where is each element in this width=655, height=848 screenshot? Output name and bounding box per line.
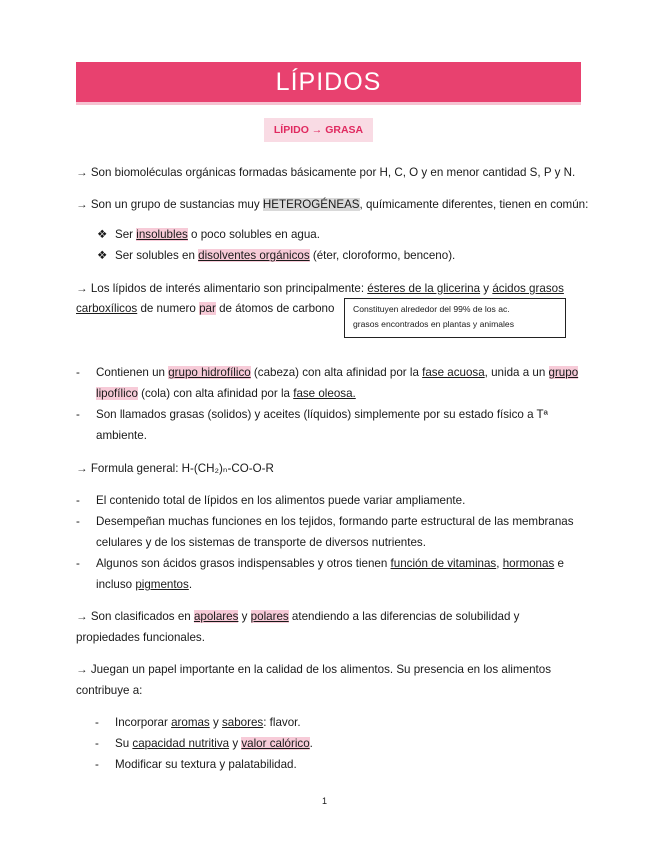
text: → Son clasificados en xyxy=(76,610,194,623)
paragraph-hydrophilic-line2 xyxy=(96,386,356,402)
text: → Los lípidos de interés alimentario son principalmente: xyxy=(76,282,368,295)
paragraph-classification-line1 xyxy=(76,609,519,625)
highlight-valor-calorico: valor calórico xyxy=(241,737,310,750)
paragraph-indispensable-line1 xyxy=(96,556,564,572)
paragraph-lipids-interest-line1 xyxy=(76,281,564,297)
note-line: grasos encontrados en plantas y animales xyxy=(353,319,514,329)
paragraph-composition: → Son biomoléculas orgánicas formadas básicamente por H, C, O y en menor cantidad S, P y N. xyxy=(76,166,576,179)
text: incluso xyxy=(96,578,136,591)
paragraph-content: El contenido total de lípidos en los alimentos puede variar ampliamente. xyxy=(96,494,466,507)
highlight-grupo: grupo xyxy=(548,366,579,379)
highlight-apolares: apolares xyxy=(193,610,239,623)
paragraph-functions-line1: Desempeñan muchas funciones en los tejidos, formando parte estructural de las membranas xyxy=(96,515,574,528)
text: , unida a un xyxy=(484,366,549,379)
paragraph-indispensable-line2 xyxy=(96,577,192,593)
text: Su xyxy=(115,737,133,750)
dash-marker: - xyxy=(95,737,99,750)
highlight-grupo-hidrofilico: grupo hidrofílico xyxy=(168,366,251,379)
paragraph-quality-line1: → Juegan un papel importante en la calidad de los alimentos. Su presencia en los alimentos xyxy=(76,663,551,676)
paragraph-hydrophilic-line1 xyxy=(96,365,578,381)
underline-carboxilicos: carboxílicos xyxy=(76,302,138,315)
highlight-polares: polares xyxy=(250,610,289,623)
paragraph-fats-oils-line1: Son llamados grasas (solidos) y aceites (líquidos) simplemente por su estado físico a Tª xyxy=(96,408,548,421)
page-title: LÍPIDOS xyxy=(76,62,581,105)
underline-hormonas: hormonas xyxy=(502,557,555,570)
paragraph-classification-line2: propiedades funcionales. xyxy=(76,631,205,644)
text: y xyxy=(238,610,251,623)
text: Ser xyxy=(115,228,137,241)
highlight-par: par xyxy=(199,302,216,315)
text: (cabeza) con alta afinidad por la xyxy=(250,366,423,379)
paragraph-functions-line2: celulares y de los sistemas de transporte de diversos nutrientes. xyxy=(96,536,426,549)
list-item-nutritive xyxy=(115,736,313,752)
formula-general: → Formula general: H-(CH₂)ₙ-CO-O-R xyxy=(76,462,274,475)
underline-esteres: ésteres de la glicerina xyxy=(367,282,481,295)
diamond-bullet-icon: ❖ xyxy=(97,249,108,262)
paragraph-heterogeneous xyxy=(76,197,588,213)
dash-marker: - xyxy=(76,366,80,379)
paragraph-fats-oils-line2: ambiente. xyxy=(96,429,147,442)
text: de átomos de carbono xyxy=(215,302,335,315)
note-box xyxy=(344,298,566,338)
underline-fase-oleosa: fase oleosa. xyxy=(293,387,356,400)
text: → Son un grupo de sustancias muy xyxy=(76,198,263,211)
dash-marker: - xyxy=(95,758,99,771)
underline-fase-acuosa: fase acuosa xyxy=(422,366,485,379)
text: , xyxy=(496,557,503,570)
highlight-insolubles: insolubles xyxy=(136,228,188,241)
underline-funcion-vitaminas: función de vitaminas xyxy=(390,557,497,570)
text: Incorporar xyxy=(115,716,172,729)
text: o poco solubles en agua. xyxy=(187,228,320,241)
dash-marker: - xyxy=(76,408,80,421)
bullet-item-insolubles xyxy=(97,227,320,243)
text: . xyxy=(188,578,193,591)
text: (éter, cloroformo, benceno). xyxy=(309,249,456,262)
text: Ser solubles en xyxy=(115,249,199,262)
text: e xyxy=(554,557,564,570)
bullet-item-solubles xyxy=(97,248,455,264)
underline-sabores: sabores xyxy=(221,716,264,729)
highlight-disolventes: disolventes orgánicos xyxy=(198,249,310,262)
text: , químicamente diferentes, tienen en común: xyxy=(359,198,589,211)
text: (cola) con alta afinidad por la xyxy=(137,387,294,400)
highlight-heterogeneas: HETEROGÉNEAS xyxy=(262,198,360,211)
text: : flavor. xyxy=(263,716,301,729)
note-line: Constituyen alrededor del 99% de los ac. xyxy=(353,304,510,314)
text: Contienen un xyxy=(96,366,169,379)
dash-marker: - xyxy=(76,515,80,528)
subtitle: LÍPIDO → GRASA xyxy=(264,118,373,142)
text: y xyxy=(480,282,493,295)
underline-pigmentos: pigmentos xyxy=(135,578,189,591)
text: . xyxy=(309,737,313,750)
text: de numero xyxy=(137,302,200,315)
list-item-texture: Modificar su textura y palatabilidad. xyxy=(115,758,297,771)
text: atendiendo a las diferencias de solubilidad y xyxy=(288,610,520,623)
text: y xyxy=(209,716,222,729)
dash-marker: - xyxy=(76,494,80,507)
underline-acidos-grasos: ácidos grasos xyxy=(492,282,564,295)
page-number: 1 xyxy=(322,796,328,806)
paragraph-lipids-interest-line2 xyxy=(76,301,334,317)
underline-capacidad-nutritiva: capacidad nutritiva xyxy=(132,737,230,750)
highlight-lipofilico: lipofílico xyxy=(96,387,138,400)
paragraph-quality-line2: contribuye a: xyxy=(76,684,143,697)
underline-aromas: aromas xyxy=(171,716,210,729)
text: Algunos son ácidos grasos indispensables y otros tienen xyxy=(96,557,391,570)
list-item-aromas xyxy=(115,715,301,731)
text: y xyxy=(229,737,242,750)
dash-marker: - xyxy=(95,716,99,729)
diamond-bullet-icon: ❖ xyxy=(97,228,108,241)
dash-marker: - xyxy=(76,557,80,570)
